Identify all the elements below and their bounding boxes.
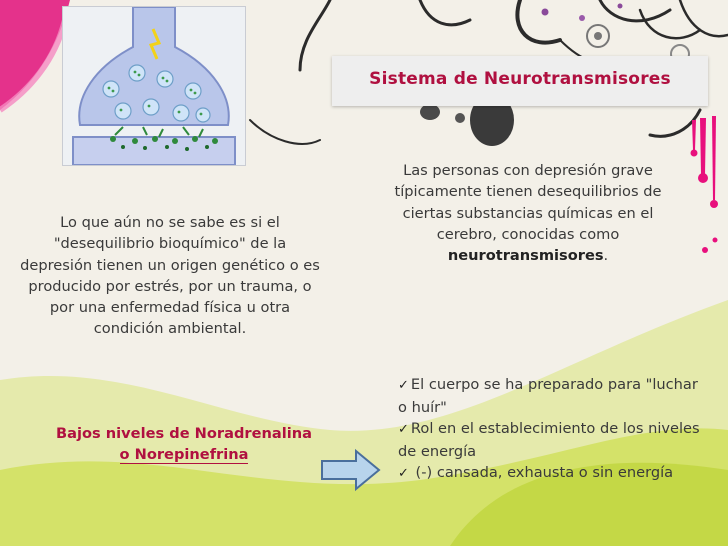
bullet-list <box>398 374 703 485</box>
check-icon: ✓ <box>398 466 409 482</box>
check-icon: ✓ <box>398 378 409 393</box>
right-paragraph-text: Las personas con depresión grave típicamente tienen desequilibrios de ciertas substancias químicas en el cerebro, conocidas como <box>394 162 662 243</box>
neurotransmisores-term: neurotransmisores <box>447 247 604 265</box>
left-paragraph: Lo que aún no se sabe es si el "desequilibrio bioquímico" de la depresión tienen un origen genético o es producido por estrés, por un trauma, o por una enfermedad física u otra condición ambiental. <box>20 214 320 338</box>
bajos-line-2 <box>28 444 340 465</box>
list-item: ✓ El cuerpo se ha preparado para "luchar o huír" <box>398 376 698 416</box>
bajos-niveles-heading <box>28 423 340 465</box>
synapse-illustration <box>62 6 246 166</box>
right-arrow-icon <box>320 448 382 492</box>
bajos-line-1: Bajos niveles de Noradrenalina <box>56 425 312 442</box>
bajos-line-2-text: o Norepinefrina <box>119 446 249 463</box>
title-box <box>332 56 708 106</box>
check-icon: ✓ <box>398 422 409 438</box>
list-item: ✓ Rol en el establecimiento de los niveles de energía <box>398 420 700 460</box>
list-item: ✓ (-) cansada, exhausta o sin energía <box>398 464 674 482</box>
right-paragraph-end: . <box>603 247 609 265</box>
slide-title: Sistema de Neurotransmisores <box>369 69 671 89</box>
right-paragraph <box>390 160 666 266</box>
